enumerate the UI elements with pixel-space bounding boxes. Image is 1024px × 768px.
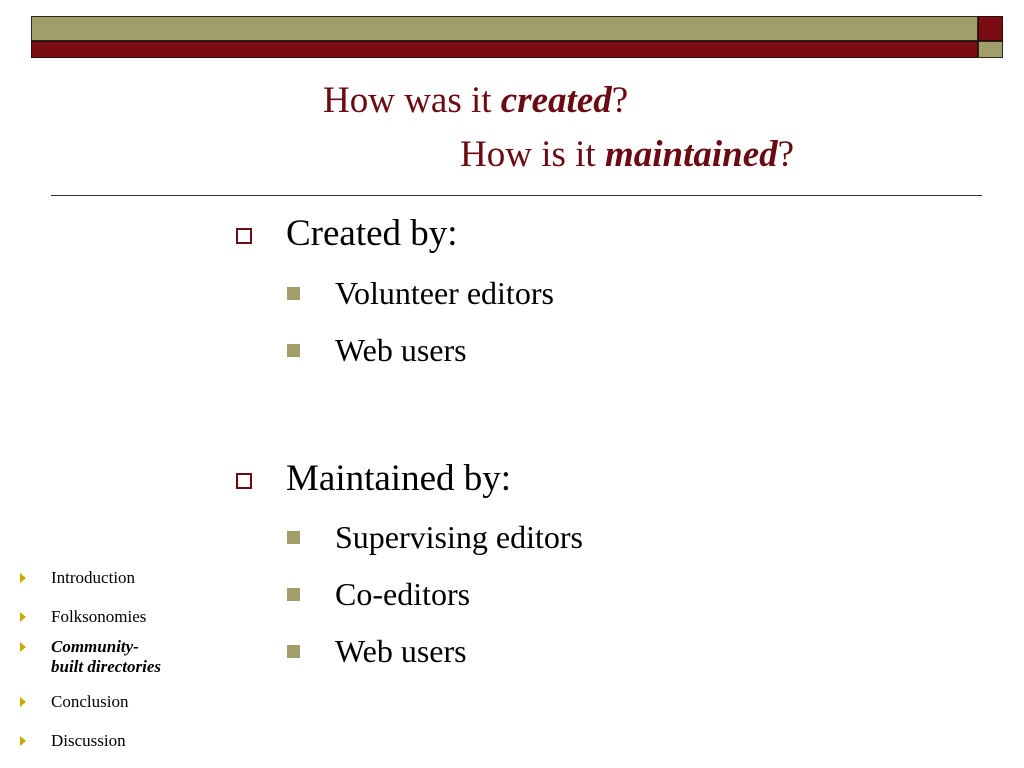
- sub-bullet-text: Co-editors: [335, 576, 471, 612]
- sub-bullet-text: Web users: [335, 332, 467, 368]
- triangle-arrow-icon: [20, 612, 26, 622]
- header-corner-olive: [978, 41, 1003, 58]
- filled-square-icon: [287, 588, 300, 601]
- title-line-1-emphasis: created: [500, 80, 612, 121]
- nav-item-label: Introduction: [51, 568, 136, 587]
- title-divider: [51, 195, 982, 196]
- title-line-1-suffix: ?: [611, 80, 629, 121]
- filled-square-icon: [287, 645, 300, 658]
- sub-bullet-text: Web users: [335, 633, 467, 669]
- triangle-arrow-icon: [20, 736, 26, 746]
- nav-item-label: Folksonomies: [51, 607, 147, 626]
- nav-item-label-line-2: built directories: [51, 657, 162, 676]
- hollow-square-icon: [236, 228, 252, 244]
- filled-square-icon: [287, 344, 300, 357]
- title-line-1-prefix: How was it: [323, 80, 501, 121]
- bullet-heading: Maintained by:: [286, 458, 512, 499]
- filled-square-icon: [287, 531, 300, 544]
- nav-item-label-line-1: Community-: [51, 637, 139, 656]
- header-banner-maroon: [31, 41, 978, 58]
- title-line-2-suffix: ?: [777, 134, 795, 175]
- header-banner-olive: [31, 16, 978, 41]
- triangle-arrow-icon: [20, 573, 26, 583]
- bullet-heading: Created by:: [286, 213, 458, 254]
- sub-bullet-text: Supervising editors: [335, 519, 583, 555]
- nav-item-label-active: [51, 637, 161, 677]
- triangle-arrow-icon: [20, 697, 26, 707]
- slide-title-line-2: [460, 136, 794, 173]
- nav-item-label: Discussion: [51, 731, 126, 750]
- title-line-2-prefix: How is it: [460, 134, 605, 175]
- triangle-arrow-icon: [20, 642, 26, 652]
- hollow-square-icon: [236, 473, 252, 489]
- header-corner-maroon: [978, 16, 1003, 41]
- filled-square-icon: [287, 287, 300, 300]
- title-line-2-emphasis: maintained: [604, 134, 778, 175]
- slide-title-line-1: [323, 82, 628, 119]
- sub-bullet-text: Volunteer editors: [335, 275, 554, 311]
- nav-item-label: Conclusion: [51, 692, 129, 711]
